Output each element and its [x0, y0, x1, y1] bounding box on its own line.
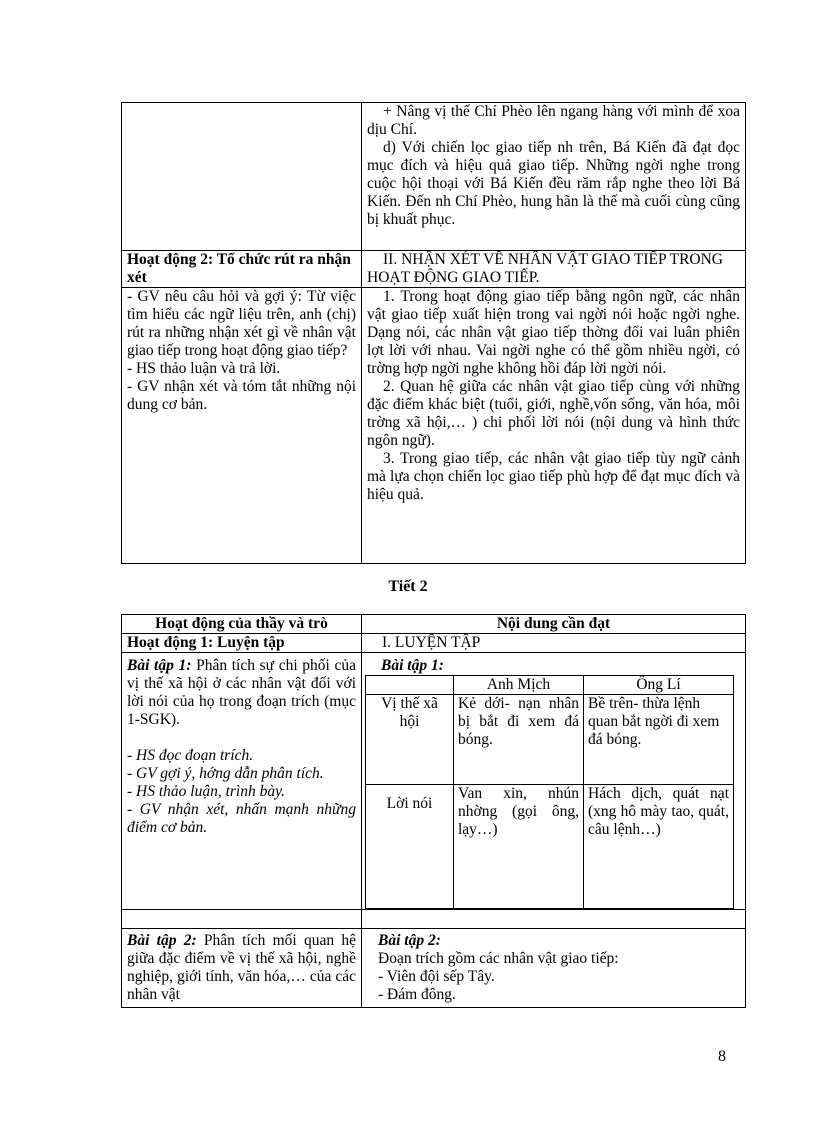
- table-cell: Kẻ dới- nạn nhân bị bắt đi xem đá bóng.: [454, 695, 584, 785]
- paragraph: 1. Trong hoạt động giao tiếp bằng ngôn ngữ, các nhân vật giao tiếp xuất hiện trong vai ngời nói hoặc ngời nghe. Dạng nói, các nhân vật giao tiếp thờng đổi vai luân phiên lợt lời với nhau. Vai ngời nghe có thể gồm nhiều ngời, có trờng hợp ngời nghe không hồi đáp lời ngời nói.: [367, 288, 740, 377]
- exercise-2-text: Phân tích mối quan hệ giữa đặc điểm về vị thế xã hội, nghề nghiệp, giới tính, văn hóa,… của các nhân vật: [127, 932, 356, 1003]
- paragraph: - GV nêu câu hỏi và gợi ý: Từ việc tìm hiểu các ngữ liệu trên, anh (chị) rút ra những nhận xét gì về nhân vật giao tiếp trong hoạt động giao tiếp?: [127, 288, 356, 359]
- paragraph: - GV nhận xét và tóm tắt những nội dung cơ bản.: [127, 378, 356, 413]
- paragraph: 2. Quan hệ giữa các nhân vật giao tiếp cùng với những đặc điểm khác biệt (tuổi, giới, nghề,vốn sống, văn hóa, môi trờng xã hội,… ) chi phối lời nói (nội dung và hình thức ngôn ngữ).: [367, 378, 740, 449]
- practice-heading: I. LUYỆN TẬP: [362, 634, 746, 653]
- step: - GV nhận xét, nhấn mạnh những điểm cơ bản.: [127, 801, 356, 836]
- exercise-1-text: Phân tích sự chi phối của vị thế xã hội ở các nhân vật đối với lời nói của họ trong đoạn trích (mục 1-SGK).: [127, 657, 356, 728]
- row-label: Lời nói: [366, 785, 454, 909]
- activity-1-heading: Hoạt động 1: Luyện tập: [122, 634, 362, 653]
- table-cell: Hách dịch, quát nạt (xng hô mày tao, quát, câu lệnh…): [584, 785, 734, 909]
- strategy-analysis-cell: [362, 103, 746, 251]
- exercise-1-right-cell: [362, 653, 746, 910]
- exercise-2-label: Bài tập 2:: [127, 932, 197, 949]
- column-header: Anh Mịch: [454, 676, 584, 695]
- exercise-1-left-cell: [122, 653, 362, 910]
- step: - HS thảo luận, trình bày.: [127, 783, 286, 800]
- exercise-1-inner-title: Bài tập 1:: [381, 657, 444, 674]
- paragraph: - Viên đội sếp Tây.: [378, 968, 495, 985]
- activity-2-heading: Hoạt động 2: Tổ chức rút ra nhận xét: [122, 251, 362, 288]
- header-activity: Hoạt động của thầy và trò: [122, 615, 362, 634]
- paragraph: - Đám đông.: [378, 986, 456, 1003]
- row-label: Vị thế xã hội: [366, 695, 454, 785]
- content-cell: [362, 288, 746, 564]
- empty-cell: [362, 910, 746, 929]
- exercise-1-label: Bài tập 1:: [127, 657, 192, 674]
- activity-table-1: [121, 102, 746, 564]
- paragraph: + Nâng vị thế Chí Phèo lên ngang hàng với mình để xoa dịu Chí.: [367, 103, 740, 138]
- exercise-2-right-cell: [362, 929, 746, 1008]
- table-cell: Bề trên- thừa lệnh quan bắt ngời đi xem đá bóng.: [584, 695, 734, 785]
- paragraph: 3. Trong giao tiếp, các nhân vật giao tiếp tùy ngữ cảnh mà lựa chọn chiến lọc giao tiếp phù hợp để đạt mục đích và hiệu quả.: [367, 450, 740, 503]
- corner-cell: [366, 676, 454, 695]
- exercise-2-left-cell: [122, 929, 362, 1008]
- empty-cell: [122, 910, 362, 929]
- page-number: 8: [718, 1048, 726, 1065]
- section-title: Tiết 2: [388, 578, 428, 595]
- empty-cell: [122, 103, 362, 251]
- column-header: Ông Lí: [584, 676, 734, 695]
- paragraph: - HS thảo luận và trả lời.: [127, 360, 281, 377]
- paragraph: Đoạn trích gồm các nhân vật giao tiếp:: [378, 950, 619, 967]
- step: - HS đọc đoạn trích.: [127, 747, 254, 764]
- activity-table-2: [121, 614, 746, 1008]
- header-content: Nội dung cần đạt: [362, 615, 746, 634]
- step: - GV gợi ý, hớng dẫn phân tích.: [127, 765, 324, 782]
- comparison-table: [365, 675, 734, 909]
- exercise-2-right-label: Bài tập 2:: [378, 932, 441, 949]
- teacher-student-activity-cell: [122, 288, 362, 564]
- table-cell: Van xin, nhún nhờng (gọi ông, lạy…): [454, 785, 584, 909]
- paragraph: d) Với chiến lọc giao tiếp nh trên, Bá Kiến đã đạt đọc mục đích và hiệu quả giao tiếp. Những ngời nghe trong cuộc hội thoại với Bá Kiến đều răm rắp nghe theo lời Bá Kiến. Đến nh Chí Phèo, hung hãn là thế mà cuối cùng cũng bị khuất phục.: [367, 139, 740, 228]
- section-ii-heading: II. NHẬN XÉT VỀ NHÂN VẬT GIAO TIẾP TRONG HOẠT ĐỘNG GIAO TIẾP.: [362, 251, 746, 288]
